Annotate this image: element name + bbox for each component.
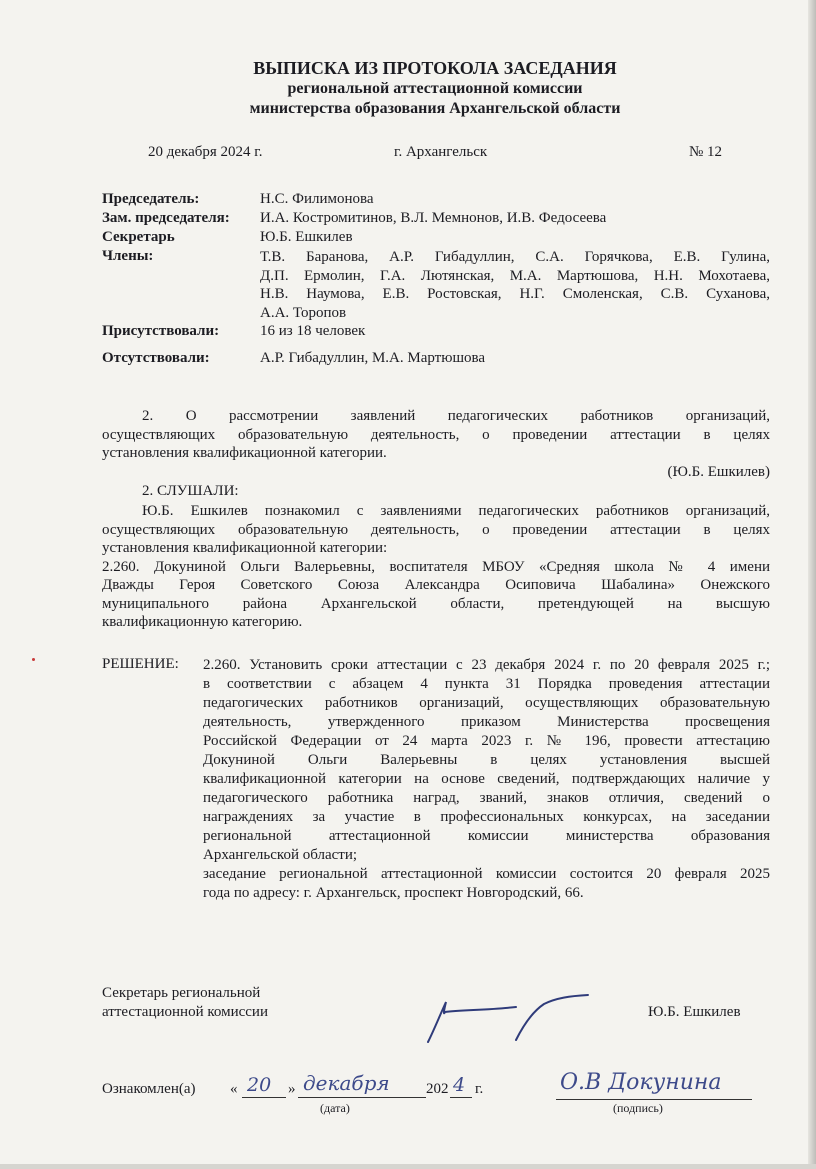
members-line: Д.П. Ермолин, Г.А. Лютянская, М.А. Мартюшова, Н.Н. Мохотаева, (260, 267, 770, 284)
decision-line: региональной аттестационной комиссии министерства образования (203, 828, 770, 844)
absent-names: А.Р. Гибадуллин, М.А. Мартюшова (260, 350, 486, 366)
members-line: Н.В. Наумова, Е.В. Ростовская, Н.Г. Смоленская, С.В. Суханова, (260, 286, 770, 302)
meeting-city: г. Архангельск (394, 144, 488, 160)
agenda-item (102, 407, 770, 463)
day-underline (242, 1097, 286, 1098)
heard-title: 2. СЛУШАЛИ: (142, 483, 239, 499)
secretary-signature-image (420, 990, 610, 1050)
handwritten-signature: О.В Докунина (560, 1070, 722, 1095)
heard-line: 2.260. Докуниной Ольги Валерьевны, воспитателя МБОУ «Средняя школа № 4 имени (102, 558, 770, 575)
members-label: Члены: (102, 248, 154, 264)
heard-line: осуществляющих образовательную деятельность, о проведении аттестации в целях (102, 521, 770, 538)
document-subtitle-commission: региональной аттестационной комиссии (287, 80, 583, 97)
decision-line: педагогических работников организаций, осуществляющих образовательную (203, 695, 770, 711)
decision-line: Докуниной Ольги Валерьевны в целях установления высшей (203, 752, 770, 768)
month-underline (298, 1097, 426, 1098)
signature-caption: (подпись) (613, 1101, 663, 1115)
stray-ink-dot (32, 658, 35, 661)
document-subtitle-ministry: министерства образования Архангельской области (249, 100, 621, 117)
heard-text (102, 502, 770, 632)
year-prefix: 202 (426, 1081, 449, 1097)
present-label: Присутствовали: (102, 323, 220, 339)
year-suffix: г. (475, 1081, 484, 1097)
handwritten-day: 20 (247, 1074, 272, 1096)
year-underline (450, 1097, 472, 1098)
decision-line: педагогического работника наград, званий, знаков отличия, сведений о (203, 790, 770, 806)
meeting-date: 20 декабря 2024 г. (148, 144, 263, 160)
decision-line: года по адресу: г. Архангельск, проспект Новгородский, 66. (203, 885, 584, 901)
absent-label: Отсутствовали: (102, 350, 210, 366)
page-bottom-edge (0, 1164, 816, 1169)
decision-label: РЕШЕНИЕ: (102, 656, 179, 672)
heard-line: Ю.Б. Ешкилев познакомил с заявлениями педагогических работников организаций, (142, 503, 770, 519)
members-line: А.А. Торопов (260, 304, 347, 321)
decision-text (203, 656, 770, 903)
secretary-name: Ю.Б. Ешкилев (260, 229, 353, 245)
chair-name: Н.С. Филимонова (260, 191, 374, 207)
secretary-label: Секретарь (102, 229, 175, 245)
protocol-number: № 12 (689, 144, 723, 160)
secretary-signature-name: Ю.Б. Ешкилев (648, 1004, 741, 1020)
agenda-line: установления квалификационной категории. (102, 445, 387, 461)
chair-label: Председатель: (102, 191, 200, 207)
date-caption: (дата) (320, 1101, 350, 1115)
decision-line: награждениях за участие в профессиональных конкурсах, на заседании (203, 809, 770, 825)
document-title: ВЫПИСКА ИЗ ПРОТОКОЛА ЗАСЕДАНИЯ (253, 58, 617, 78)
decision-line: квалификационной категории на основе сведений, подтверждающих наличие у (203, 771, 770, 787)
decision-line: Российской Федерации от 24 марта 2023 г. № 196, провести аттестацию (203, 733, 770, 749)
heard-line: квалификационную категорию. (102, 614, 303, 630)
agenda-line: осуществляющих образовательную деятельность, о проведении аттестации в целях (102, 426, 770, 443)
page-edge-shadow (808, 0, 816, 1169)
decision-line: в соответствии с абзацем 4 пункта 31 Порядка проведения аттестации (203, 676, 770, 692)
handwritten-year-digit: 4 (453, 1074, 466, 1096)
decision-line: заседание региональной аттестационной комиссии состоится 20 февраля 2025 (203, 866, 770, 882)
decision-line: Архангельской области; (203, 847, 358, 863)
present-count: 16 из 18 человек (260, 323, 366, 339)
heard-line: установления квалификационной категории: (102, 540, 388, 556)
handwritten-month: декабря (303, 1071, 390, 1095)
date-quote-close: » (288, 1081, 296, 1097)
date-quote-open: « (230, 1081, 238, 1097)
decision-line: деятельность, утвержденного приказом Министерства просвещения (203, 714, 770, 730)
heard-line: Дважды Героя Советского Союза Александра Осиповича Шабалина» Онежского (102, 577, 770, 593)
signature-role-line2: аттестационной комиссии (102, 1004, 268, 1020)
decision-line: 2.260. Установить сроки аттестации с 23 декабря 2024 г. по 20 февраля 2025 г.; (203, 657, 770, 673)
acknowledgement-label: Ознакомлен(а) (102, 1081, 196, 1097)
members-line: Т.В. Баранова, А.Р. Гибадуллин, С.А. Горячкова, Е.В. Гулина, (260, 249, 770, 265)
members-list (260, 248, 770, 322)
deputy-names: И.А. Костромитинов, В.Л. Мемнонов, И.В. Федосеева (260, 210, 607, 226)
signature-role-line1: Секретарь региональной (102, 985, 261, 1001)
deputy-label: Зам. председателя: (102, 210, 230, 226)
agenda-line: 2. О рассмотрении заявлений педагогических работников организаций, (142, 408, 770, 424)
heard-line: муниципального района Архангельской области, претендующей на высшую (102, 595, 770, 612)
signature-underline (556, 1099, 752, 1100)
speaker-name: (Ю.Б. Ешкилев) (667, 464, 770, 480)
